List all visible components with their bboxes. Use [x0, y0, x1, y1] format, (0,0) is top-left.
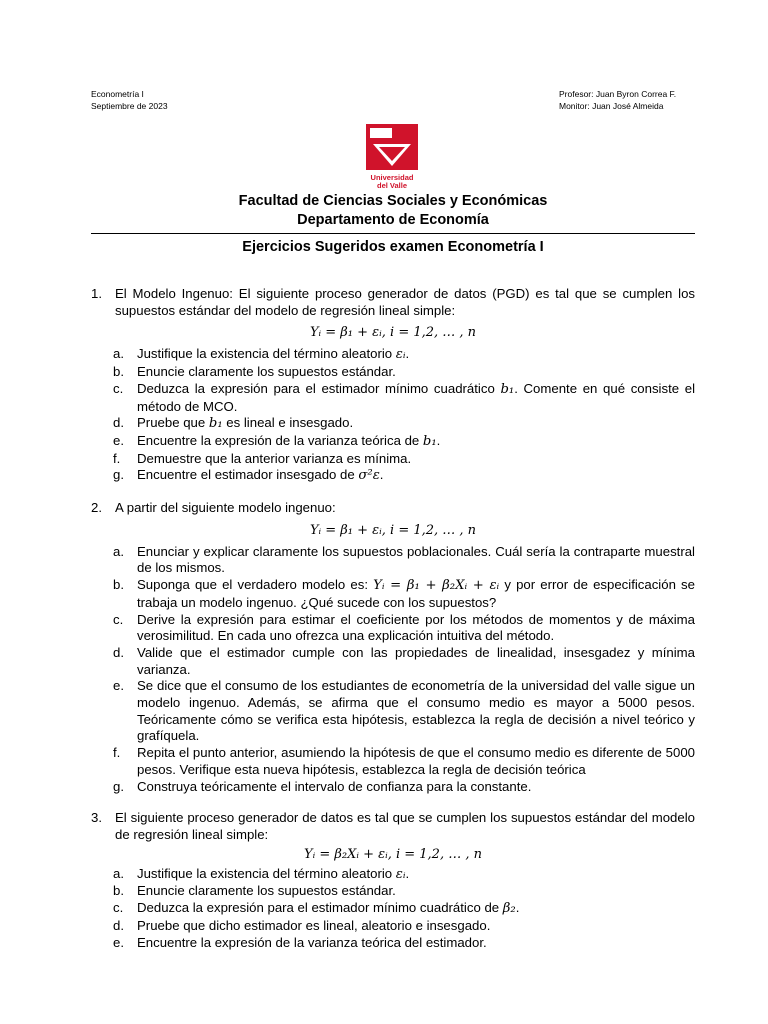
list-item: c. Deduzca la expresión para el estimador mínimo cuadrático b₁. Comente en qué consiste el método de MCO.: [113, 380, 695, 414]
header-right: [559, 88, 676, 112]
list-item: a. Justifique la existencia del término aleatorio εᵢ.: [113, 346, 410, 363]
question-text: A partir del siguiente modelo ingenuo:: [115, 500, 336, 516]
equation: Yᵢ = β₁ + εᵢ, i = 1,2, … , n: [309, 325, 477, 341]
question-number: 1.: [91, 286, 102, 301]
question-3: [91, 810, 695, 843]
exercise-list: [91, 286, 695, 951]
list-item: g. Construya teóricamente el intervalo de confianza para la constante.: [113, 778, 532, 794]
item-list: [91, 544, 695, 796]
list-item: f. Demuestre que la anterior varianza es mínima.: [113, 450, 412, 466]
list-item: b. Enuncie claramente los supuestos estándar.: [113, 883, 396, 899]
exercises-title: Ejercicios Sugeridos examen Econometría I: [242, 239, 544, 255]
faculty-title: Facultad de Ciencias Sociales y Económicas: [238, 193, 548, 209]
question-number: 3.: [91, 810, 102, 826]
equation: Yᵢ = β₂Xᵢ + εᵢ, i = 1,2, … , n: [304, 846, 482, 862]
professor-name: Profesor: Juan Byron Correa F.: [559, 89, 677, 99]
question-text: El siguiente proceso generador de datos es tal que se cumplen los supuestos estándar del modelo de regresión lineal simple:: [115, 810, 695, 842]
list-item: d. Pruebe que b₁ es lineal e insesgado.: [113, 415, 354, 432]
list-item: d. Pruebe que dicho estimador es lineal, aleatorio e insesgado.: [113, 917, 491, 933]
item-list: [91, 866, 695, 952]
list-item: c. Derive la expresión para estimar el coeficiente por los métodos de momentos y de máxima verosimilitud. En cada uno ofrezca una explicación intuitiva del método.: [113, 611, 695, 644]
list-item: e. Encuentre la expresión de la varianza teórica del estimador.: [113, 934, 487, 950]
title-divider: [91, 233, 695, 234]
logo-text-line1: Universidad: [370, 173, 414, 182]
item-list: [91, 346, 695, 485]
question-text: El Modelo Ingenuo: El siguiente proceso generador de datos (PGD) es tal que se cumplen los supuestos estándar del modelo de regresión lineal simple:: [115, 286, 695, 318]
list-item: e. Se dice que el consumo de los estudiantes de econometría de la universidad del valle sigue un modelo ingenuo. Además, se afirma que el consumo medio es mayor a 5000 pesos. Teóricamente cómo se verifica esta hipótesis, establezca la regla de decisión a nivel teórico y grafíquela.: [113, 678, 695, 744]
list-item: c. Deduzca la expresión para el estimador mínimo cuadrático de β₂.: [113, 900, 520, 917]
list-item: b. Enuncie claramente los supuestos estándar.: [113, 364, 396, 380]
list-item: g. Encuentre el estimador insesgado de σ²ε.: [113, 467, 384, 484]
department-title: Departamento de Economía: [297, 212, 489, 228]
monitor-name: Monitor: Juan José Almeida: [559, 101, 664, 111]
logo-text-line2: del Valle: [376, 181, 408, 190]
list-item: a. Enunciar y explicar claramente los supuestos poblacionales. Cuál sería la contraparte muestral de los mismos.: [113, 543, 695, 576]
university-logo: [364, 124, 420, 196]
course-name: Econometría I: [91, 89, 144, 99]
list-item: e. Encuentre la expresión de la varianza teórica de b₁.: [113, 432, 441, 449]
question-2: [91, 500, 695, 517]
list-item: f. Repita el punto anterior, asumiendo la hipótesis de que el consumo medio es diferente de 5000 pesos. Verifique esta nueva hipótesis, establezca la regla de decisión teórica: [113, 745, 695, 777]
course-date: Septiembre de 2023: [91, 101, 168, 111]
list-item: b. Suponga que el verdadero modelo es: Yᵢ = β₁ + β₂Xᵢ + εᵢ y por error de especificación se trabaja un modelo ingenuo. ¿Qué sucede con los supuestos?: [113, 577, 695, 610]
header-left: [91, 88, 168, 112]
question-1: [91, 286, 695, 319]
list-item: d. Valide que el estimador cumple con las propiedades de linealidad, insesgadez y mínima varianza.: [113, 644, 695, 677]
logo-bar: [370, 128, 392, 138]
title-block: [91, 192, 695, 257]
equation: Yᵢ = β₁ + εᵢ, i = 1,2, … , n: [309, 522, 477, 538]
question-number: 2.: [91, 500, 102, 516]
list-item: a. Justifique la existencia del término aleatorio εᵢ.: [113, 865, 410, 882]
